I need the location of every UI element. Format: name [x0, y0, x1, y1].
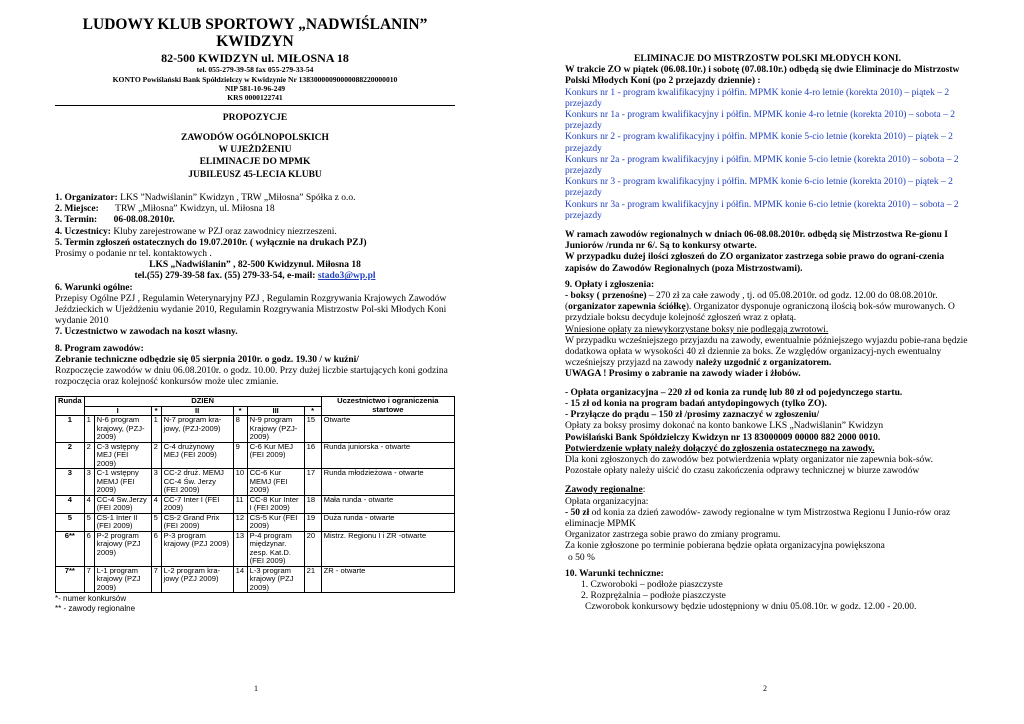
boxes-text-2: ). Organizator dysponuje ograniczoną ilością bok-sów murowanych. O przydziale boksu decyduje kolejność zgłoszeń wraz z opłatą.	[565, 302, 955, 324]
page1-content	[55, 16, 455, 614]
item-place	[55, 204, 455, 215]
organizer-label: 1. Organizator:	[55, 192, 118, 203]
program-label: 8. Program zawodów:	[55, 343, 144, 354]
row-num-1: 5	[84, 513, 94, 531]
competition-item: Konkurs nr 3 - program kwalifikacyjny i półfin. MPMK konie 6-cio letnie (korekta 2010) – piątek – 2 przejazdy	[565, 177, 953, 199]
row-day2: CS-2 Grand Prix (FEI 2009)	[161, 513, 233, 531]
table-row	[56, 469, 455, 496]
early-arrival	[565, 336, 970, 370]
row-num-2: 6	[151, 531, 161, 566]
header-star-3: *	[304, 406, 321, 416]
page-number-2: 2	[763, 683, 767, 693]
row-runda: 3	[56, 469, 85, 496]
bank-info-3: Potwierdzenie wpłaty należy dołączyć do zgłoszenia ostatecznego na zawody.	[565, 443, 875, 454]
regional-label: Zawody regionalne	[565, 485, 643, 496]
row-num-1: 2	[84, 442, 94, 469]
row-desc: Runda juniorska - otwarte	[321, 442, 454, 469]
row-runda: 4	[56, 495, 85, 513]
date-value: 06-08.08.2010r.	[113, 215, 175, 226]
row-num-3: 12	[233, 513, 247, 531]
row-day1: P-2 program krajowy (PZJ 2009)	[94, 531, 151, 566]
warning: UWAGA ! Prosimy o zabranie na zawody wiader i żłobów.	[565, 369, 801, 380]
boxes-label: - boksy ( przenośne)	[565, 291, 647, 302]
row-num-3: 9	[233, 442, 247, 469]
header-star-1: *	[151, 406, 161, 416]
program-text: Rozpoczęcie zawodów w dniu 06.08.2010r. o godz. 10.00. Przy dużej liczbie startujących koni godzina rozpoczęcia oraz kolejność konkursów może ulec zmianie.	[55, 366, 448, 388]
row-day1: CC-4 Św.Jerzy (FEI 2009)	[94, 495, 151, 513]
row-num-1: 3	[84, 469, 94, 496]
bank-info-2: Powiślański Bank Spółdzielczy Kwidzyn nr 13 83000009 00000 882 2000 0010.	[565, 432, 881, 443]
tech-label: 10. Warunki techniczne:	[565, 568, 664, 579]
row-runda: 2	[56, 442, 85, 469]
regional-colon: :	[642, 485, 646, 496]
participants-label: 4. Uczestnicy:	[55, 226, 111, 237]
row-desc: Otwarte	[321, 416, 454, 443]
header-uczestnictwo: Uczestnictwo i ograniczenia startowe	[321, 397, 454, 416]
row-day2: C-4 drużynowy MEJ (FEI 2009)	[161, 442, 233, 469]
row-runda: 7**	[56, 566, 85, 593]
fee-organizational: - Opłata organizacyjna – 220 zł od konia za rundę lub 80 zł od pojedynczego startu.	[565, 387, 903, 398]
row-day3: CC-6 Kur MEMJ (FEI 2009)	[247, 469, 304, 496]
row-desc: Mała runda - otwarte	[321, 495, 454, 513]
bank-info-4: Dla koni zgłoszonych do zawodów bez potwierdzenia wpłaty organizator nie zapewnia bok-sów.	[565, 454, 934, 465]
row-num-1: 1	[84, 416, 94, 443]
row-runda: 5	[56, 513, 85, 531]
row-day3: CC-8 Kur Inter I (FEI 2009)	[247, 495, 304, 513]
bank-info-5: Pozostałe opłaty należy uiścić do czasu zakończenia odprawy technicznej w biurze zawodów	[565, 466, 920, 477]
heading-ujezdzenie: W UJEŻDŻENIU	[218, 144, 292, 155]
item-organizer	[55, 193, 455, 204]
header-day-3: III	[247, 406, 304, 416]
item-cost: 7. Uczestnictwo w zawodach na koszt własny.	[55, 327, 238, 338]
competition-item: Konkurs nr 2a - program kwalifikacyjny i półfin. MPMK konie 5-cio letnie (korekta 2010) – sobota – 2 przejazdy	[565, 154, 959, 177]
regional-fee-label: Opłata organizacyjna:	[565, 496, 649, 507]
table-row	[56, 495, 455, 513]
row-day3: P-4 program międzynar. zesp. Kat.D. (FEI 2009)	[247, 531, 304, 566]
row-num-1: 4	[84, 495, 94, 513]
competition-item: Konkurs nr 2 - program kwalifikacyjny i półfin. MPMK konie 5-cio letnie (korekta 2010) – piątek – 2 przejazdy	[565, 132, 953, 154]
club-bank-account: KONTO Powiślański Bank Spółdzielczy w Kwidzynie Nr 13830000090000088220000010	[112, 74, 398, 84]
contact-line-1: LKS „Nadwiślanin” , 82-500 Kwidzynul. Miłosna 18	[149, 260, 361, 271]
row-num-4: 21	[304, 566, 321, 593]
regional-info: W ramach zawodów regionalnych w dniach 06-08.08.2010r. odbędą się Mistrzostwa Re-gionu I Juniorów /runda nr 6/. Są to konkursy otwarte.	[565, 230, 948, 252]
table-row	[56, 416, 455, 443]
row-num-3: 11	[233, 495, 247, 513]
row-num-2: 5	[151, 513, 161, 531]
heading-eliminacje: ELIMINACJE DO MPMK	[199, 157, 311, 168]
fees-label: 9. Opłaty i zgłoszenia:	[565, 279, 655, 290]
item-date	[55, 215, 455, 226]
row-num-3: 13	[233, 531, 247, 566]
club-address: 82-500 KWIDZYN ul. MIŁOSNA 18	[161, 51, 349, 66]
row-day1: C-1 wstępny MEMJ (FEI 2009)	[94, 469, 151, 496]
deadline-note: Prosimy o podanie nr tel. kontaktowych .	[55, 248, 212, 259]
tech-note: Czworobok konkursowy będzie udostępniony w dniu 05.08.10r. w godz. 12.00 - 20.00.	[585, 602, 917, 613]
row-day2: N-7 program kra-jowy, (PZJ-2009)	[161, 416, 233, 443]
row-runda: 1	[56, 416, 85, 443]
general-text: Przepisy Ogólne PZJ , Regulamin Weterynaryjny PZJ , Regulamin Rozgrywania Krajowych Zawodów Jeździeckich w Ujeżdżeniu wydanie 2010, Regulamin Rozgrywania Mistrzostw Pol-ski Młodych Koni wydanie 2010	[55, 293, 447, 327]
program-meeting: Zebranie techniczne odbędzie się 05 sierpnia 2010r. o godz. 19.30 / w kuźni/	[55, 354, 359, 365]
row-desc: Runda młodzieżowa - otwarte	[321, 469, 454, 496]
regional-percent: o 50 %	[568, 552, 595, 563]
regional-late: Za konie zgłoszone po terminie pobierana będzie opłata organizacyjna powiększona	[565, 541, 885, 552]
page-number-1: 1	[254, 683, 258, 693]
contact-phone-fax: tel.(55) 279-39-58 fax. (55) 279-33-54, e-mail:	[134, 271, 318, 282]
organizer-value: LKS ”Nadwiślanin” Kwidzyn , TRW „Miłosna” Spółka z o.o.	[117, 192, 356, 203]
boxes-unused: Wniesione opłaty za niewykorzystane boksy nie podlegają zwrotowi.	[565, 324, 829, 335]
email-link[interactable]: stado3@wp.pl	[317, 271, 376, 282]
tech-item: 1. Czworoboki – podłoże piaszczyste	[581, 579, 723, 590]
row-num-2: 3	[151, 469, 161, 496]
row-day2: CC-2 druż. MEMJ CC-4 Św. Jerzy (FEI 2009)	[161, 469, 233, 496]
row-num-4: 17	[304, 469, 321, 496]
row-day1: CS-1 Inter II (FEI 2009)	[94, 513, 151, 531]
row-day3: C-6 Kur MEJ (FEI 2009)	[247, 442, 304, 469]
row-num-4: 16	[304, 442, 321, 469]
row-day3: L-3 program krajowy (PZJ 2009)	[247, 566, 304, 593]
row-day2: L-2 program kra-jowy (PZJ 2009)	[161, 566, 233, 593]
elim-title: ELIMINACJE DO MISTRZOSTW POLSKI MŁODYCH KONI.	[634, 54, 901, 64]
row-desc: Duża runda - otwarte	[321, 513, 454, 531]
early-arrival-bold: należy uzgodnić z organizatorem.	[695, 358, 832, 369]
header-divider	[55, 105, 455, 106]
competition-schedule-table	[55, 396, 455, 593]
regional-change: Organizator zastrzega sobie prawo do zmiany programu.	[565, 530, 781, 541]
early-arrival-text: W przypadku wcześniejszego przyjazdu na zawody, ewentualnie późniejszego wyjazdu pobie-rana będzie dodatkowa opłata w wysokości 40 zł dziennie za boks. Ze względów organizacyj-nych ewentualny wcześniejszy przyjazd na zawody	[565, 335, 968, 369]
note-competition-number: *- numer konkursów	[55, 594, 127, 604]
competition-item: Konkurs nr 1a - program kwalifikacyjny i półfin. MPMK konie 4-ro letnie (korekta 2010) – sobota – 2 przejazdy	[565, 110, 955, 132]
boxes-fee	[565, 291, 970, 325]
regional-fee	[565, 508, 970, 530]
row-num-4: 15	[304, 416, 321, 443]
contact-line-2	[55, 271, 455, 282]
row-num-2: 2	[151, 442, 161, 469]
club-title: LUDOWY KLUB SPORTOWY „NADWIŚLANIN” KWIDZYN	[82, 16, 428, 51]
row-num-4: 19	[304, 513, 321, 531]
item-participants	[55, 227, 455, 238]
boxes-bedding: organizator zapewnia ściółkę	[568, 302, 686, 313]
row-day1: C-3 wstępny MEJ (FEI 2009)	[94, 442, 151, 469]
regional-fee-amount: - 50 zł	[565, 507, 590, 518]
row-num-3: 8	[233, 416, 247, 443]
row-day1: L-1 program krajowy (PZJ 2009)	[94, 566, 151, 593]
item-deadline: 5. Termin zgłoszeń ostatecznych do 19.07.2010r. ( wyłącznie na drukach PZJ)	[55, 237, 367, 248]
club-phone: tel. 055-279-39-58 fax 055-279-33-54	[196, 65, 314, 75]
club-nip: NIP 581-10-96-249	[224, 83, 286, 93]
table-row	[56, 442, 455, 469]
row-num-3: 14	[233, 566, 247, 593]
regional-heading	[565, 485, 970, 496]
elim-intro: W trakcie ZO w piątek (06.08.10r.) i sobotę (07.08.10r.) odbędą się dwie Eliminacje do Mistrzostw Polski Młodych Koni (po 2 przejazdy dziennie) :	[565, 65, 960, 87]
row-day1: N-6 program krajowy, (PZJ-2009)	[94, 416, 151, 443]
competition-item: Konkurs nr 3a - program kwalifikacyjny i półfin. MPMK konie 6-cio letnie (korekta 2010) – sobota – 2 przejazdy	[565, 199, 959, 221]
bank-info-1: Opłaty za boksy prosimy dokonać na konto bankowe LKS „Nadwiślanin” Kwidzyn	[565, 421, 884, 432]
header-day-2: II	[161, 406, 233, 416]
row-day2: P-3 program krajowy (PZJ 2009)	[161, 531, 233, 566]
header-day-1: I	[84, 406, 151, 416]
header-dzien: DZIEŃ	[84, 397, 321, 407]
table-notes	[55, 594, 455, 614]
row-num-2: 1	[151, 416, 161, 443]
tech-item: 2. Rozprężalnia – podłoże piaszczyste	[581, 591, 726, 602]
heading-propozycje: PROPOZYCJE	[222, 113, 288, 124]
competition-item: Konkurs nr 1 - program kwalifikacyjny i półfin. MPMK konie 4-ro letnie (korekta 2010) – piątek – 2 przejazdy	[565, 87, 950, 109]
row-runda: 6**	[56, 531, 85, 566]
regional-note: W przypadku dużej ilości zgłoszeń do ZO organizator zastrzega sobie prawo do ograni-czenia zapisów do Zawodów Regionalnych (poza Mistrzostwami).	[565, 252, 945, 274]
general-label: 6. Warunki ogólne:	[55, 282, 133, 293]
table-row	[56, 566, 455, 593]
row-desc: Mistrz. Regionu I i ZR -otwarte	[321, 531, 454, 566]
row-day3: N-9 program Krajowy (PZJ-2009)	[247, 416, 304, 443]
fee-doping: - 15 zł od konia na program badań antydopingowych (tylko ZO).	[565, 398, 827, 409]
row-num-2: 7	[151, 566, 161, 593]
document-page-2	[512, 0, 1024, 724]
boxes-text: – 270 zł za całe zawody , tj. od 05.08.2010r. od godz. 12.00 do 08.08.2010r. (	[565, 291, 938, 313]
page2-content	[565, 54, 970, 614]
row-day3: CS-5 Kur (FEI 2009)	[247, 513, 304, 531]
place-value: TRW „Miłosna” Kwidzyn, ul. Miłosna 18	[115, 204, 275, 215]
row-num-3: 10	[233, 469, 247, 496]
regional-fee-text: od konia za dzień zawodów- zawody regionalne w tym Mistrzostwa Regionu I Junio-rów oraz eliminacje MPMK	[565, 507, 951, 529]
participants-value: Kluby zarejestrowane w PZJ oraz zawodnicy niezrzeszeni.	[113, 226, 337, 237]
row-num-2: 4	[151, 495, 161, 513]
row-num-1: 7	[84, 566, 94, 593]
table-row	[56, 531, 455, 566]
row-num-4: 18	[304, 495, 321, 513]
note-regional: ** - zawody regionalne	[55, 604, 136, 614]
row-num-4: 20	[304, 531, 321, 566]
club-krs: KRS 0000122741	[227, 93, 283, 102]
table-header-row-1	[56, 397, 455, 407]
row-desc: ZR - otwarte	[321, 566, 454, 593]
header-runda: Runda	[56, 397, 85, 416]
row-day2: CC-7 Inter I (FEI 2009)	[161, 495, 233, 513]
date-label: 3. Termin:	[55, 215, 98, 226]
fee-power: - Przyłącze do prądu – 150 zł /prosimy zaznaczyć w zgłoszeniu/	[565, 410, 820, 421]
place-label: 2. Miejsce:	[55, 204, 99, 215]
heading-jubileusz: JUBILEUSZ 45-LECIA KLUBU	[188, 169, 322, 180]
row-num-1: 6	[84, 531, 94, 566]
heading-zawodow: ZAWODÓW OGÓLNOPOLSKICH	[181, 132, 329, 143]
table-row	[56, 513, 455, 531]
header-star-2: *	[233, 406, 247, 416]
